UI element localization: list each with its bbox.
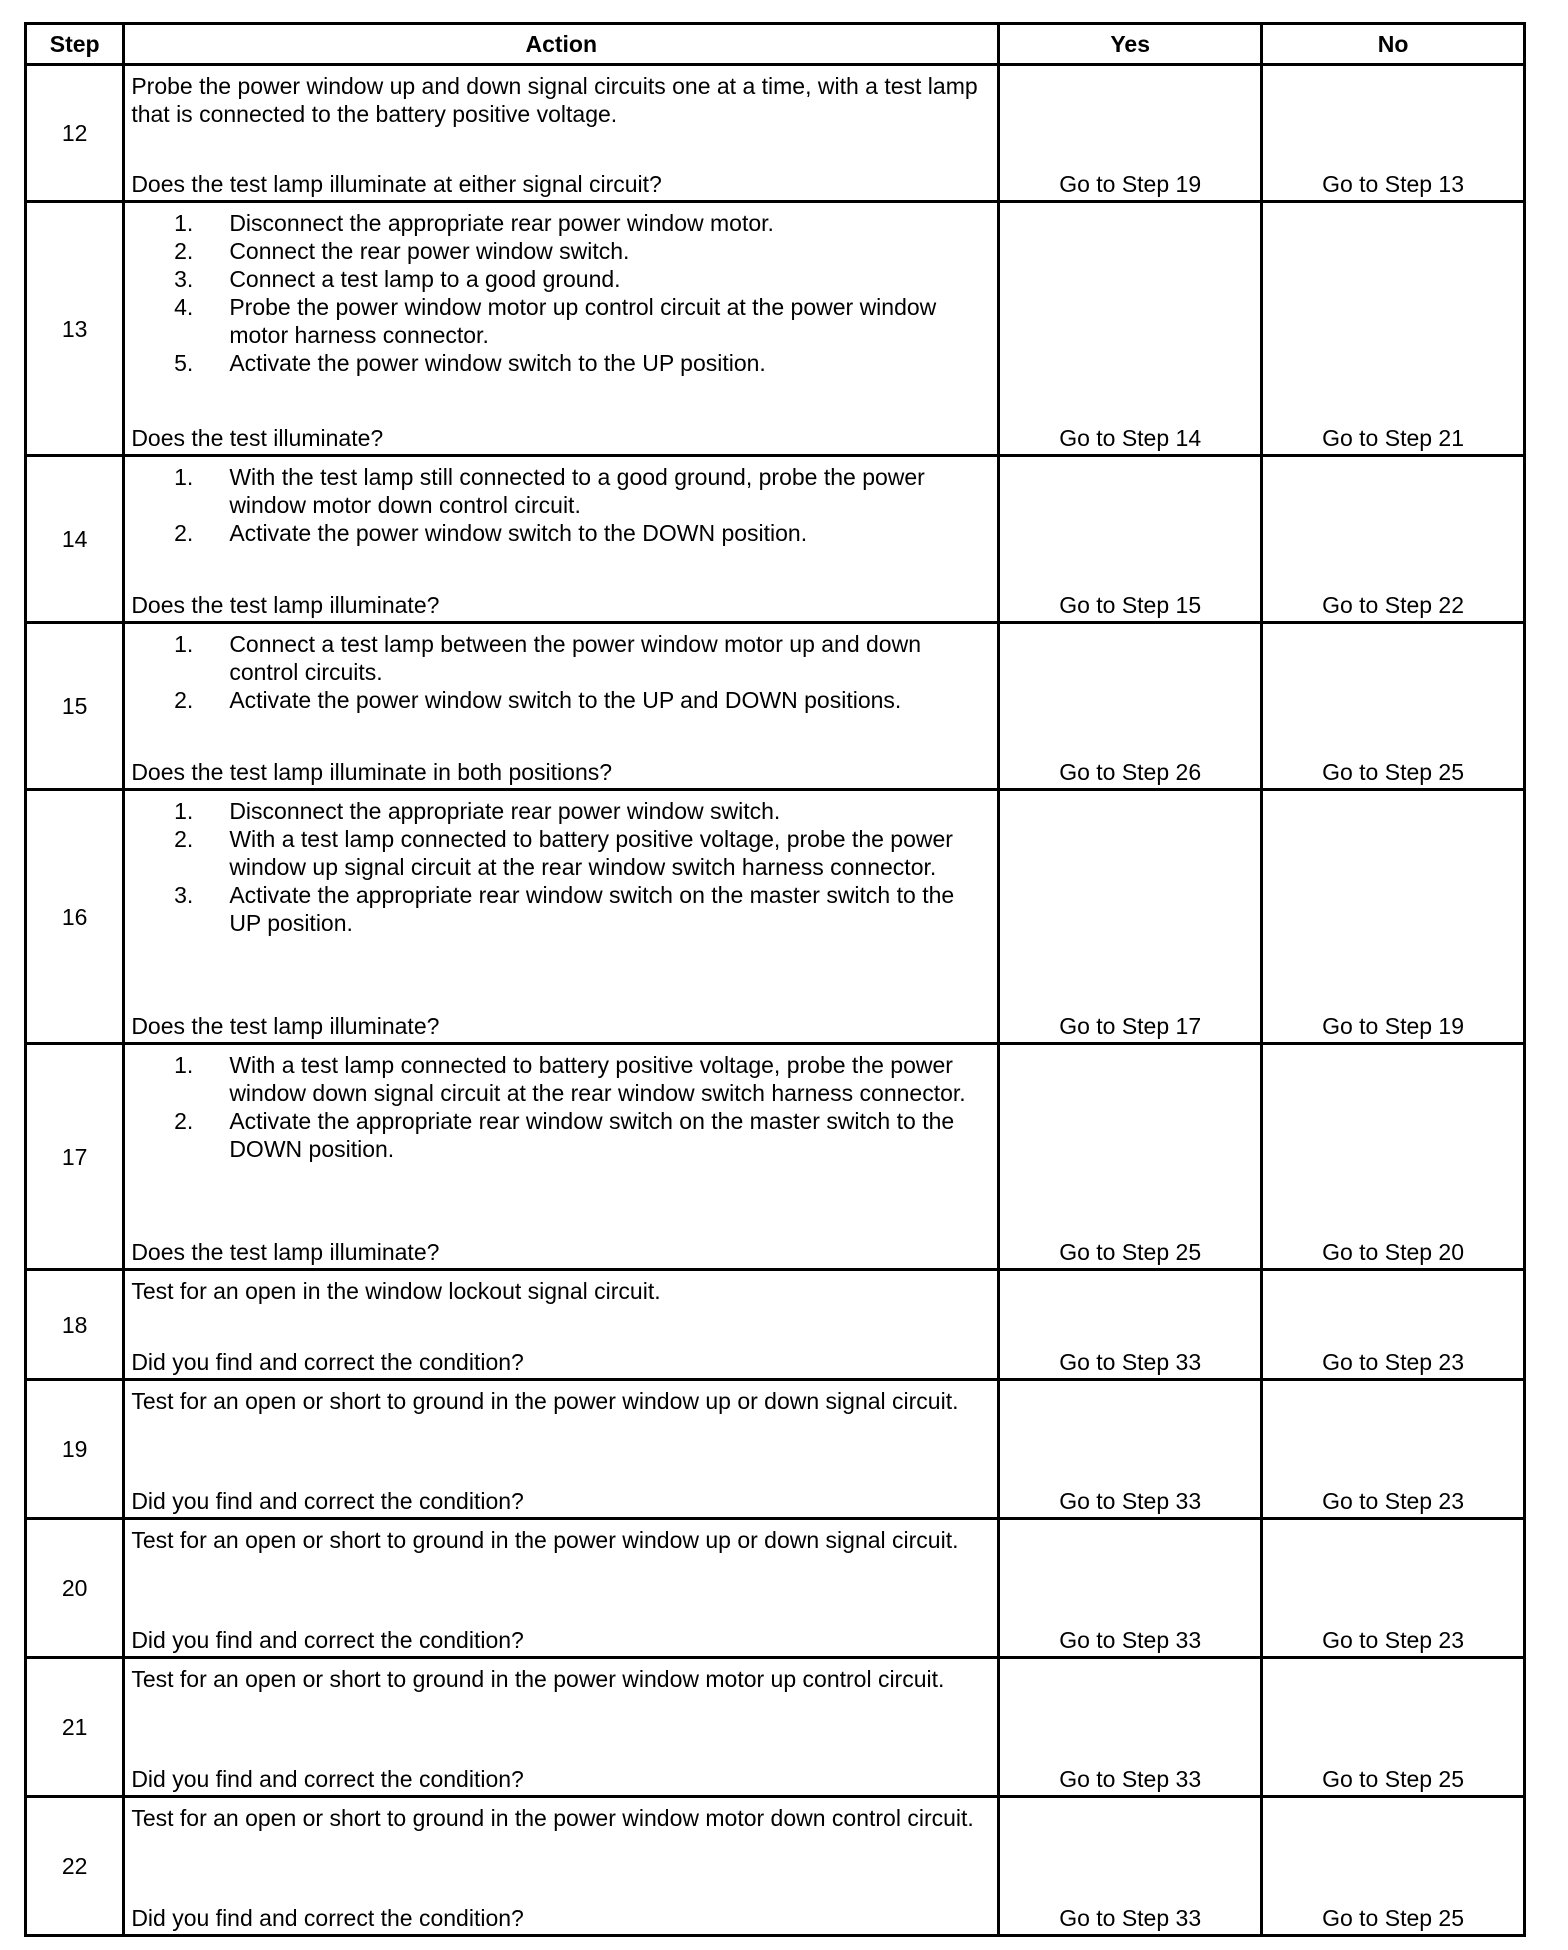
action-cell	[124, 1044, 999, 1270]
step-number: 13	[26, 202, 124, 456]
action-step-text: Activate the appropriate rear window switch on the master switch to the DOWN position.	[229, 1108, 955, 1162]
action-steps-list	[131, 463, 991, 547]
step-number: 14	[26, 456, 124, 623]
action-question: Does the test lamp illuminate at either signal circuit?	[131, 171, 662, 197]
table-row	[26, 1380, 1525, 1519]
action-step-item	[131, 349, 991, 377]
action-intro: Test for an open in the window lockout signal circuit.	[131, 1278, 661, 1304]
action-steps-list	[131, 1051, 991, 1163]
yes-result: Go to Step 33	[999, 1658, 1262, 1797]
action-question: Does the test lamp illuminate?	[131, 592, 440, 618]
action-step-item	[131, 1107, 991, 1163]
no-result: Go to Step 19	[1262, 790, 1525, 1044]
action-step-text: With a test lamp connected to battery positive voltage, probe the power window up signal circuit at the rear window switch harness connector.	[229, 826, 953, 880]
yes-result: Go to Step 33	[999, 1270, 1262, 1380]
no-result: Go to Step 25	[1262, 1658, 1525, 1797]
action-cell	[124, 1797, 999, 1936]
no-result: Go to Step 25	[1262, 1797, 1525, 1936]
action-step-number: 1.	[174, 464, 194, 490]
action-intro: Test for an open or short to ground in the power window motor down control circuit.	[131, 1805, 974, 1831]
step-number: 17	[26, 1044, 124, 1270]
action-intro: Test for an open or short to ground in the power window up or down signal circuit.	[131, 1527, 959, 1553]
table-body	[26, 65, 1525, 1936]
yes-result: Go to Step 26	[999, 623, 1262, 790]
table-row	[26, 1270, 1525, 1380]
header-no: No	[1262, 24, 1525, 65]
yes-result: Go to Step 25	[999, 1044, 1262, 1270]
action-step-text: Probe the power window motor up control circuit at the power window motor harness connector.	[229, 294, 937, 348]
action-step-text: With a test lamp connected to battery positive voltage, probe the power window down signal circuit at the rear window switch harness connector.	[229, 1052, 966, 1106]
no-result: Go to Step 23	[1262, 1270, 1525, 1380]
table-row	[26, 790, 1525, 1044]
action-question: Does the test illuminate?	[131, 425, 384, 451]
action-step-item	[131, 686, 991, 714]
action-step-item	[131, 293, 991, 349]
header-row	[26, 24, 1525, 65]
diagnostic-table	[24, 22, 1526, 1937]
step-number: 18	[26, 1270, 124, 1380]
action-question: Does the test lamp illuminate?	[131, 1239, 440, 1265]
step-number: 19	[26, 1380, 124, 1519]
no-result: Go to Step 23	[1262, 1519, 1525, 1658]
action-step-number: 2.	[174, 687, 194, 713]
action-step-number: 2.	[174, 238, 194, 264]
action-step-number: 4.	[174, 294, 194, 320]
yes-result: Go to Step 15	[999, 456, 1262, 623]
action-step-text: Disconnect the appropriate rear power window switch.	[229, 798, 781, 824]
action-step-item	[131, 797, 991, 825]
table-row	[26, 1519, 1525, 1658]
action-step-number: 2.	[174, 1108, 194, 1134]
action-cell	[124, 456, 999, 623]
action-step-number: 5.	[174, 350, 194, 376]
table-row	[26, 1044, 1525, 1270]
action-question: Did you find and correct the condition?	[131, 1349, 524, 1375]
action-step-number: 1.	[174, 798, 194, 824]
yes-result: Go to Step 33	[999, 1380, 1262, 1519]
step-number: 16	[26, 790, 124, 1044]
header-step: Step	[26, 24, 124, 65]
action-step-item	[131, 630, 991, 686]
no-result: Go to Step 13	[1262, 65, 1525, 202]
action-steps-list	[131, 630, 991, 714]
action-cell	[124, 623, 999, 790]
header-yes: Yes	[999, 24, 1262, 65]
action-step-number: 1.	[174, 1052, 194, 1078]
yes-result: Go to Step 17	[999, 790, 1262, 1044]
action-step-number: 3.	[174, 882, 194, 908]
action-cell	[124, 790, 999, 1044]
action-step-text: Connect a test lamp to a good ground.	[229, 266, 621, 292]
table-row	[26, 65, 1525, 202]
step-number: 15	[26, 623, 124, 790]
action-step-item	[131, 265, 991, 293]
header-action: Action	[124, 24, 999, 65]
action-question: Does the test lamp illuminate?	[131, 1013, 440, 1039]
action-cell	[124, 65, 999, 202]
action-steps-list	[131, 797, 991, 937]
action-step-item	[131, 237, 991, 265]
step-number: 21	[26, 1658, 124, 1797]
action-question: Did you find and correct the condition?	[131, 1627, 524, 1653]
action-cell	[124, 1519, 999, 1658]
yes-result: Go to Step 19	[999, 65, 1262, 202]
no-result: Go to Step 23	[1262, 1380, 1525, 1519]
action-question: Does the test lamp illuminate in both positions?	[131, 759, 613, 785]
action-step-text: Activate the power window switch to the DOWN position.	[229, 520, 808, 546]
yes-result: Go to Step 33	[999, 1519, 1262, 1658]
action-question: Did you find and correct the condition?	[131, 1766, 524, 1792]
action-step-item	[131, 825, 991, 881]
action-step-number: 1.	[174, 631, 194, 657]
action-cell	[124, 202, 999, 456]
no-result: Go to Step 21	[1262, 202, 1525, 456]
step-number: 20	[26, 1519, 124, 1658]
no-result: Go to Step 25	[1262, 623, 1525, 790]
action-step-number: 2.	[174, 826, 194, 852]
step-number: 22	[26, 1797, 124, 1936]
action-question: Did you find and correct the condition?	[131, 1905, 524, 1931]
table-row	[26, 623, 1525, 790]
action-step-text: Connect the rear power window switch.	[229, 238, 630, 264]
action-step-text: Disconnect the appropriate rear power window motor.	[229, 210, 774, 236]
action-cell	[124, 1658, 999, 1797]
no-result: Go to Step 22	[1262, 456, 1525, 623]
action-cell	[124, 1270, 999, 1380]
table-row	[26, 456, 1525, 623]
action-step-item	[131, 209, 991, 237]
action-steps-list	[131, 209, 991, 377]
action-intro: Probe the power window up and down signal circuits one at a time, with a test lamp that is connected to the battery positive voltage.	[131, 73, 978, 127]
no-result: Go to Step 20	[1262, 1044, 1525, 1270]
action-step-text: Activate the power window switch to the UP and DOWN positions.	[229, 687, 902, 713]
action-intro: Test for an open or short to ground in the power window motor up control circuit.	[131, 1666, 945, 1692]
table-row	[26, 1658, 1525, 1797]
action-step-text: With the test lamp still connected to a good ground, probe the power window motor down control circuit.	[229, 464, 925, 518]
action-step-item	[131, 1051, 991, 1107]
action-step-number: 3.	[174, 266, 194, 292]
action-step-text: Activate the appropriate rear window switch on the master switch to the UP position.	[229, 882, 955, 936]
action-cell	[124, 1380, 999, 1519]
action-step-number: 2.	[174, 520, 194, 546]
action-step-item	[131, 881, 991, 937]
yes-result: Go to Step 33	[999, 1797, 1262, 1936]
action-step-text: Connect a test lamp between the power window motor up and down control circuits.	[229, 631, 921, 685]
action-step-number: 1.	[174, 210, 194, 236]
step-number: 12	[26, 65, 124, 202]
yes-result: Go to Step 14	[999, 202, 1262, 456]
table-row	[26, 202, 1525, 456]
table-row	[26, 1797, 1525, 1936]
action-step-item	[131, 519, 991, 547]
action-step-text: Activate the power window switch to the UP position.	[229, 350, 766, 376]
action-question: Did you find and correct the condition?	[131, 1488, 524, 1514]
action-step-item	[131, 463, 991, 519]
action-intro: Test for an open or short to ground in the power window up or down signal circuit.	[131, 1388, 959, 1414]
